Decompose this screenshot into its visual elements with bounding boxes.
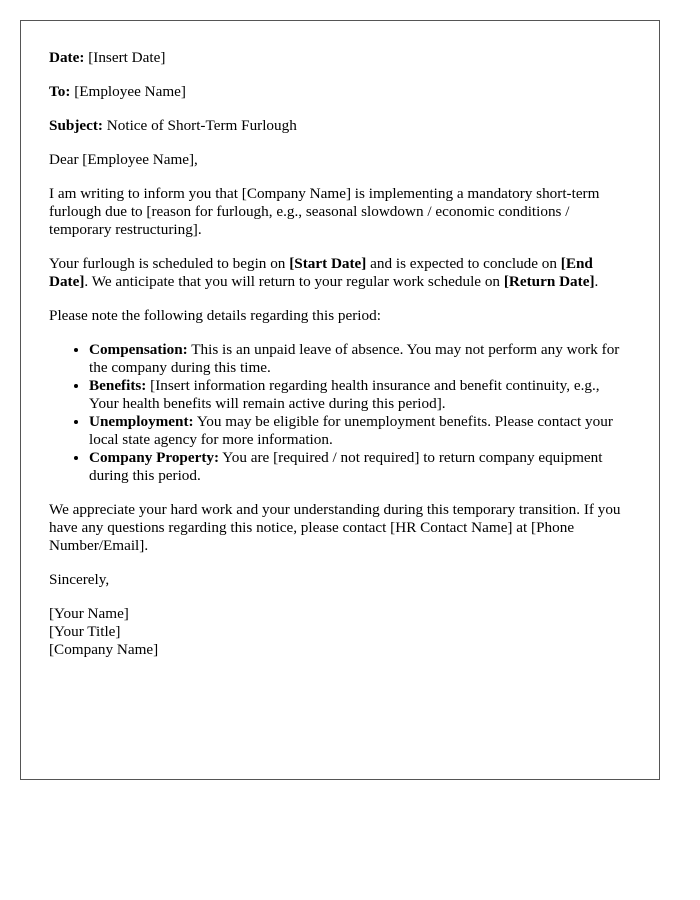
return-date: [Return Date] <box>503 273 595 290</box>
detail-text-company-property: You are [required / not required] to return company equipment during this period. <box>89 449 603 484</box>
schedule-paragraph <box>49 255 631 291</box>
list-item <box>89 449 631 485</box>
recipient-label: To: <box>49 83 71 100</box>
date-line <box>49 49 631 67</box>
details-list <box>49 341 631 485</box>
details-intro: Please note the following details regarding this period: <box>49 307 381 324</box>
intro-paragraph: I am writing to inform you that [Company Name] is implementing a mandatory short-term furlough due to [reason for furlough, e.g., seasonal slowdown / economic conditions / temporary restructuring]. <box>49 185 600 238</box>
date-value: [Insert Date] <box>84 49 166 66</box>
recipient-line <box>49 83 631 101</box>
detail-label-unemployment: Unemployment: <box>89 413 194 430</box>
signoff: Sincerely, <box>49 571 110 588</box>
detail-text-compensation: This is an unpaid leave of absence. You may not perform any work for the company during this time. <box>89 341 620 376</box>
subject-line <box>49 117 631 135</box>
date-label: Date: <box>49 49 85 66</box>
signature-title: [Your Title] <box>49 623 121 640</box>
signature-block <box>49 605 631 659</box>
list-item <box>89 413 631 449</box>
detail-text-benefits: [Insert information regarding health insurance and benefit continuity, e.g., Your health benefits will remain active during this period]. <box>89 377 600 412</box>
subject-value: Notice of Short-Term Furlough <box>103 117 297 134</box>
detail-label-compensation: Compensation: <box>89 341 188 358</box>
list-item <box>89 377 631 413</box>
signature-company: [Company Name] <box>49 641 159 658</box>
schedule-text-1: Your furlough is scheduled to begin on <box>49 255 290 272</box>
subject-label: Subject: <box>49 117 103 134</box>
start-date: [Start Date] <box>289 255 367 272</box>
end-date: [End Date] <box>49 255 593 290</box>
list-item <box>89 341 631 377</box>
salutation: Dear [Employee Name], <box>49 151 198 168</box>
recipient-value: [Employee Name] <box>70 83 186 100</box>
schedule-text-2: and is expected to conclude on <box>366 255 561 272</box>
schedule-text-4: . <box>594 273 599 290</box>
schedule-text-3: . We anticipate that you will return to your regular work schedule on <box>84 273 504 290</box>
detail-text-unemployment: You may be eligible for unemployment benefits. Please contact your local state agency for more information. <box>89 413 613 448</box>
closing-paragraph: We appreciate your hard work and your understanding during this temporary transition. If you have any questions regarding this notice, please contact [HR Contact Name] at [Phone Number/Email]. <box>49 501 621 554</box>
detail-label-benefits: Benefits: <box>89 377 147 394</box>
signature-name: [Your Name] <box>49 605 129 622</box>
furlough-letter <box>20 20 660 780</box>
detail-label-company-property: Company Property: <box>89 449 220 466</box>
